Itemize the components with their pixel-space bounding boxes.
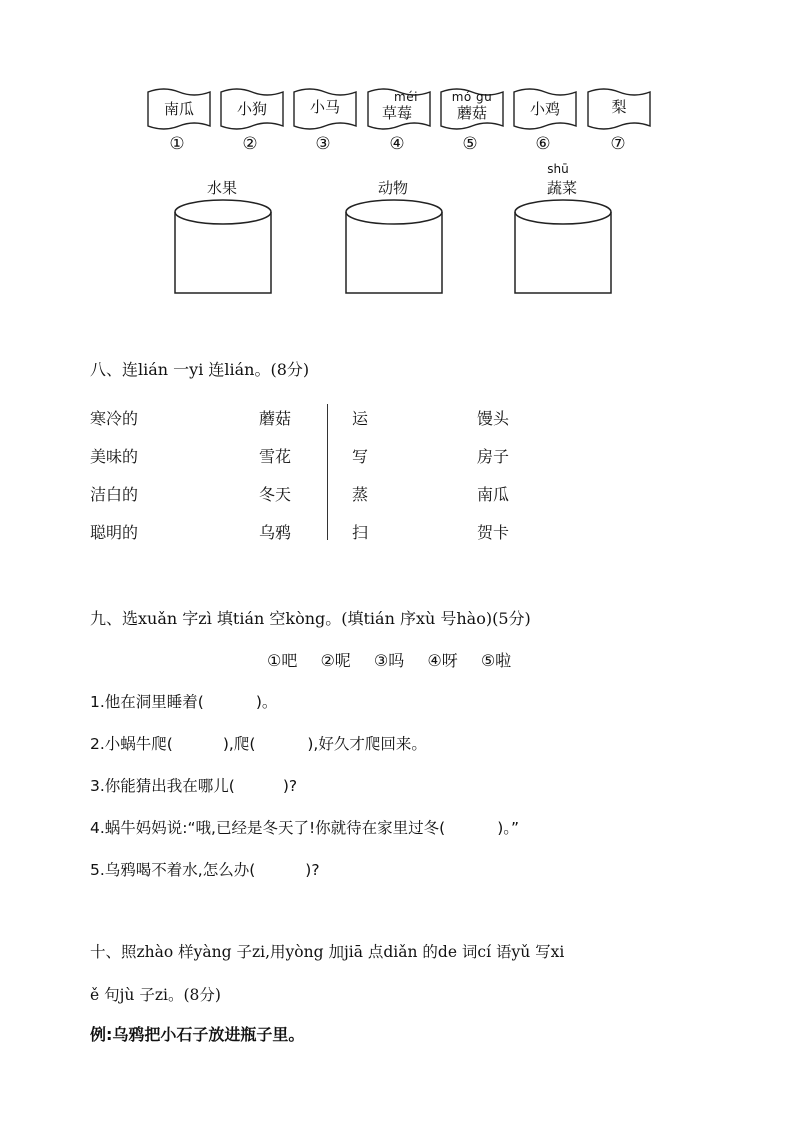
object-noun: 馒头 — [477, 409, 510, 428]
card-label: 草莓 — [381, 104, 412, 122]
card-label: 小狗 — [236, 100, 267, 118]
choice-option: ②呢 — [320, 651, 351, 670]
card-1 — [146, 86, 212, 136]
noun: 蘑菇 — [259, 409, 292, 428]
choice-option: ①吧 — [267, 651, 298, 670]
card-6 — [512, 86, 578, 136]
bucket-vegetable — [510, 197, 616, 297]
bucket-animal — [341, 197, 447, 297]
question-4 — [90, 816, 519, 838]
section-10-title-line1: 十、照zhào 样yàng 子zi,用yòng 加jiā 点diǎn 的de 词cí 语yǔ 写xi — [90, 943, 565, 961]
section-8-title: 八、连lián 一yi 连lián。(8分) — [90, 360, 310, 379]
question-text: ),好久才爬回来。 — [307, 735, 427, 753]
example-sentence: 例:乌鸦把小石子放进瓶子里。 — [90, 1025, 305, 1044]
question-text: ),爬( — [222, 735, 256, 753]
question-3 — [90, 774, 297, 796]
bucket-label-fruit: 水果 — [206, 179, 237, 197]
object-noun: 房子 — [477, 447, 510, 466]
card-number: ⑥ — [535, 134, 551, 154]
question-text: )? — [305, 861, 320, 879]
column-divider — [327, 404, 328, 540]
card-label: 南瓜 — [163, 100, 194, 118]
card-number: ⑤ — [462, 134, 478, 154]
object-noun: 贺卡 — [477, 523, 510, 542]
card-3 — [292, 86, 358, 136]
card-pinyin: méi — [394, 90, 418, 104]
verb: 运 — [352, 409, 369, 428]
card-7 — [586, 86, 652, 136]
card-label: 蘑菇 — [456, 104, 487, 122]
card-number: ③ — [315, 134, 331, 154]
choice-option: ④呀 — [427, 651, 458, 670]
bucket-label-animal: 动物 — [377, 179, 408, 197]
section-10-title-line2: ě 句jù 子zi。(8分) — [90, 986, 221, 1004]
adjective: 寒冷的 — [90, 409, 139, 428]
card-number: ⑦ — [610, 134, 626, 154]
question-text: 3.你能猜出我在哪儿( — [90, 777, 235, 795]
question-text: 1.他在洞里睡着( — [90, 693, 204, 711]
choice-list — [267, 648, 529, 671]
object-noun: 南瓜 — [477, 485, 510, 504]
card-number: ④ — [389, 134, 405, 154]
card-label: 小鸡 — [529, 100, 560, 118]
choice-option: ③吗 — [373, 651, 405, 670]
adjective: 洁白的 — [90, 485, 139, 504]
adjective: 美味的 — [90, 447, 139, 466]
question-text: )。” — [497, 819, 520, 837]
card-number: ① — [169, 134, 185, 154]
verb: 蒸 — [352, 485, 369, 504]
question-text: 4.蜗牛妈妈说:“哦,已经是冬天了!你就待在家里过冬( — [90, 819, 446, 837]
card-label: 梨 — [611, 98, 627, 116]
noun: 冬天 — [259, 485, 292, 504]
adjective: 聪明的 — [90, 523, 139, 542]
card-4 — [366, 86, 432, 136]
card-label: 小马 — [309, 98, 340, 116]
section-9-title: 九、选xuǎn 字zì 填tián 空kòng。(填tián 序xù 号hào)(5分) — [90, 609, 531, 628]
question-text: 5.乌鸦喝不着水,怎么办( — [90, 861, 256, 879]
question-2 — [90, 732, 427, 754]
card-pinyin: mó gu — [451, 90, 493, 104]
choice-option: ⑤啦 — [480, 651, 512, 670]
card-5 — [439, 86, 505, 136]
question-1 — [90, 690, 277, 712]
verb: 扫 — [352, 523, 369, 542]
question-5 — [90, 858, 320, 880]
bucket-label-vegetable: 蔬菜 — [546, 179, 577, 197]
verb: 写 — [352, 447, 369, 466]
question-text: )? — [282, 777, 298, 795]
card-2 — [219, 86, 285, 136]
card-number: ② — [242, 134, 258, 154]
question-text: )。 — [255, 693, 278, 711]
bucket-fruit — [170, 197, 276, 297]
noun: 乌鸦 — [259, 523, 292, 542]
bucket-pinyin-vegetable: shū — [547, 162, 569, 176]
noun: 雪花 — [259, 447, 292, 466]
question-text: 2.小蜗牛爬( — [90, 735, 173, 753]
